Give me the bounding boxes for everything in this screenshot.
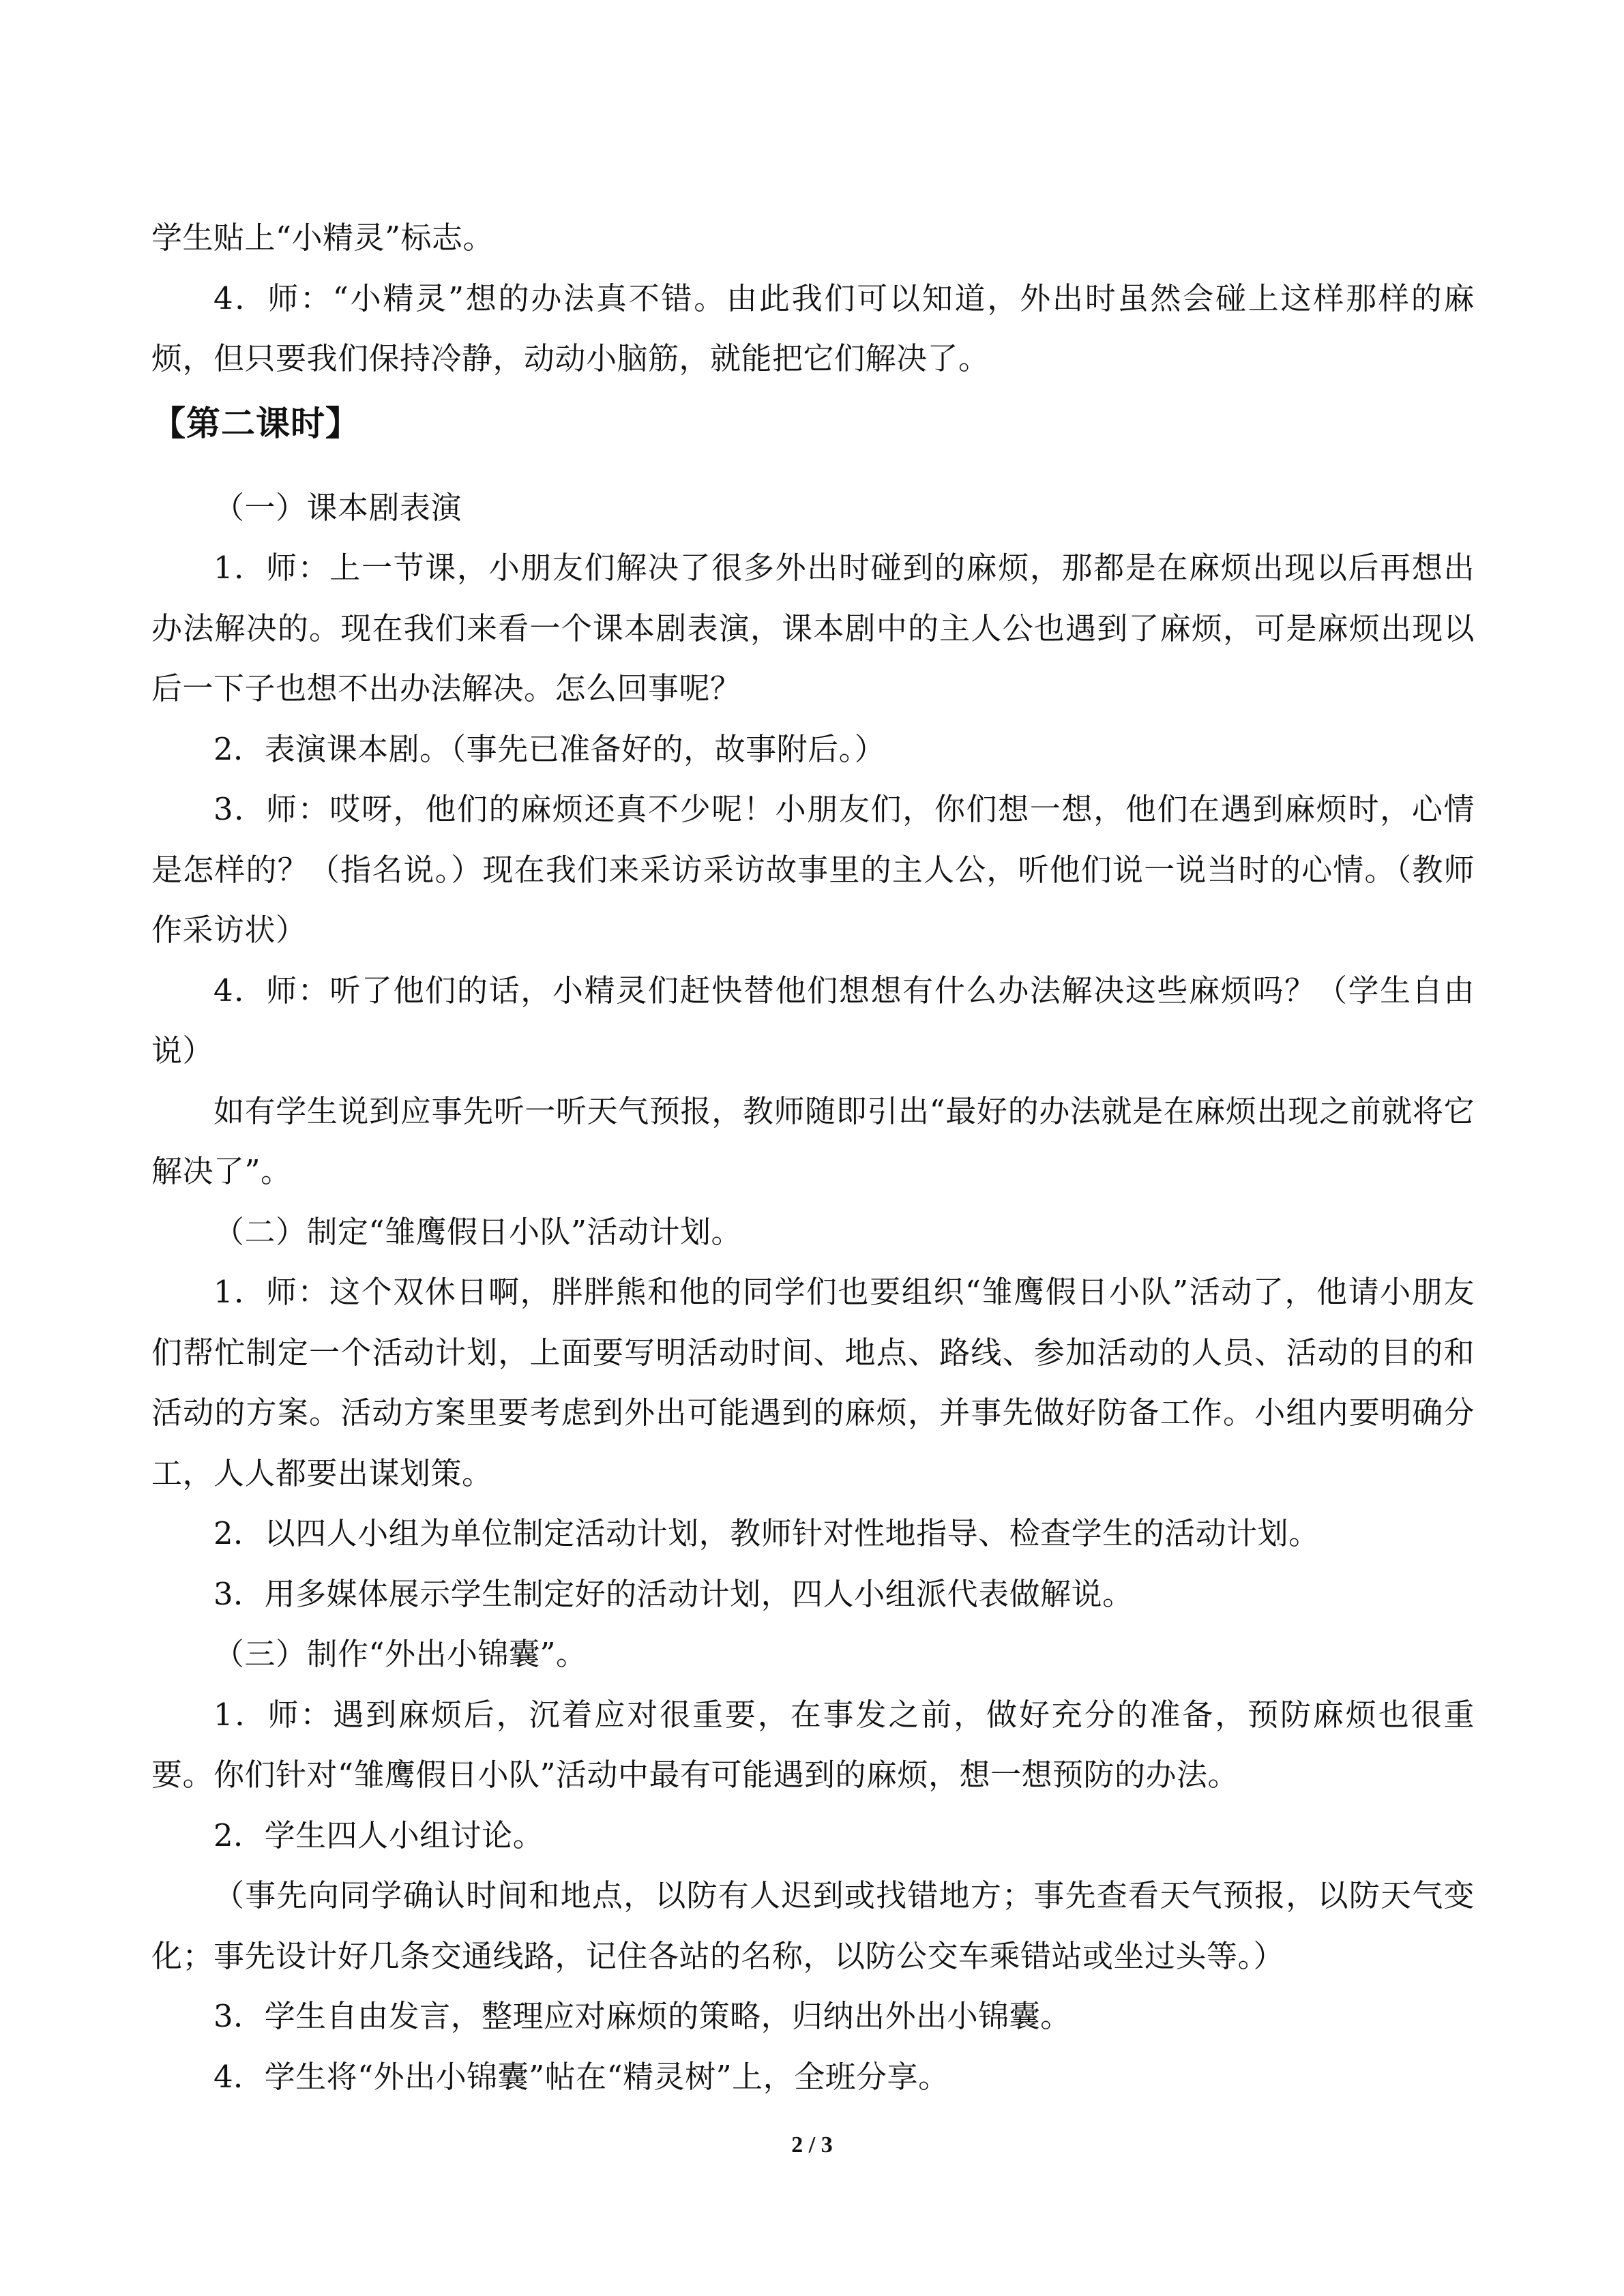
paragraph-tips-1: 1．师：遇到麻烦后，沉着应对很重要，在事发之前，做好充分的准备，预防麻烦也很重要。你们针对“雏鹰假日小队”活动中最有可能遇到的麻烦，想一想预防的办法。 — [151, 1696, 1475, 1793]
paragraph-sticker-note: 学生贴上“小精灵”标志。 — [151, 220, 494, 256]
paragraph-play-4: 4．师：听了他们的话，小精灵们赶快替他们想想有什么办法解决这些麻烦吗？（学生自由说） — [151, 972, 1475, 1069]
page-number: 2 / 3 — [791, 2132, 833, 2158]
section-title-tips-bag: （三）制作“外出小锦囊”。 — [213, 1636, 587, 1672]
paragraph-teacher-summary: 4．师：“小精灵”想的办法真不错。由此我们可以知道，外出时虽然会碰上这样那样的麻烦，但只要我们保持冷静，动动小脑筋，就能把它们解决了。 — [151, 280, 1475, 376]
paragraph-plan-3: 3．用多媒体展示学生制定好的活动计划，四人小组派代表做解说。 — [213, 1575, 1134, 1612]
paragraph-play-5: 如有学生说到应事先听一听天气预报，教师随即引出“最好的办法就是在麻烦出现之前就将它解决了”。 — [151, 1092, 1475, 1189]
paragraph-plan-1: 1．师：这个双休日啊，胖胖熊和他的同学们也要组织“雏鹰假日小队”活动了，他请小朋友们帮忙制定一个活动计划，上面要写明活动时间、地点、路线、参加活动的人员、活动的目的和活动的方案。活动方案里要考虑到外出可能遇到的麻烦，并事先做好防备工作。小组内要明确分工，人人都要出谋划策。 — [151, 1274, 1475, 1491]
section-title-plan: （二）制定“雏鹰假日小队”活动计划。 — [213, 1213, 743, 1250]
paragraph-tips-4: 3．学生自由发言，整理应对麻烦的策略，归纳出外出小锦囊。 — [213, 1998, 1072, 2034]
lesson-heading: 【第二课时】 — [151, 403, 360, 443]
paragraph-play-2: 2．表演课本剧。（事先已准备好的，故事附后。） — [213, 730, 886, 767]
paragraph-plan-2: 2．以四人小组为单位制定活动计划，教师针对性地指导、检查学生的活动计划。 — [213, 1515, 1320, 1551]
document-body — [151, 208, 1475, 2107]
paragraph-tips-3: （事先向同学确认时间和地点，以防有人迟到或找错地方；事先查看天气预报，以防天气变化；事先设计好几条交通线路，记住各站的名称，以防公交车乘错站或坐过头等。） — [151, 1877, 1475, 1974]
paragraph-tips-5: 4．学生将“外出小锦囊”帖在“精灵树”上，全班分享。 — [213, 2058, 949, 2095]
paragraph-tips-2: 2．学生四人小组讨论。 — [213, 1817, 544, 1853]
paragraph-play-3: 3．师：哎呀，他们的麻烦还真不少呢！小朋友们，你们想一想，他们在遇到麻烦时，心情是怎样的？（指名说。）现在我们来采访采访故事里的主人公，听他们说一说当时的心情。（教师作采访状） — [151, 791, 1475, 948]
paragraph-play-1: 1．师：上一节课，小朋友们解决了很多外出时碰到的麻烦，那都是在麻烦出现以后再想出办法解决的。现在我们来看一个课本剧表演，课本剧中的主人公也遇到了麻烦，可是麻烦出现以后一下子也想不出办法解决。怎么回事呢？ — [151, 550, 1475, 706]
section-title-play: （一）课本剧表演 — [213, 489, 462, 526]
